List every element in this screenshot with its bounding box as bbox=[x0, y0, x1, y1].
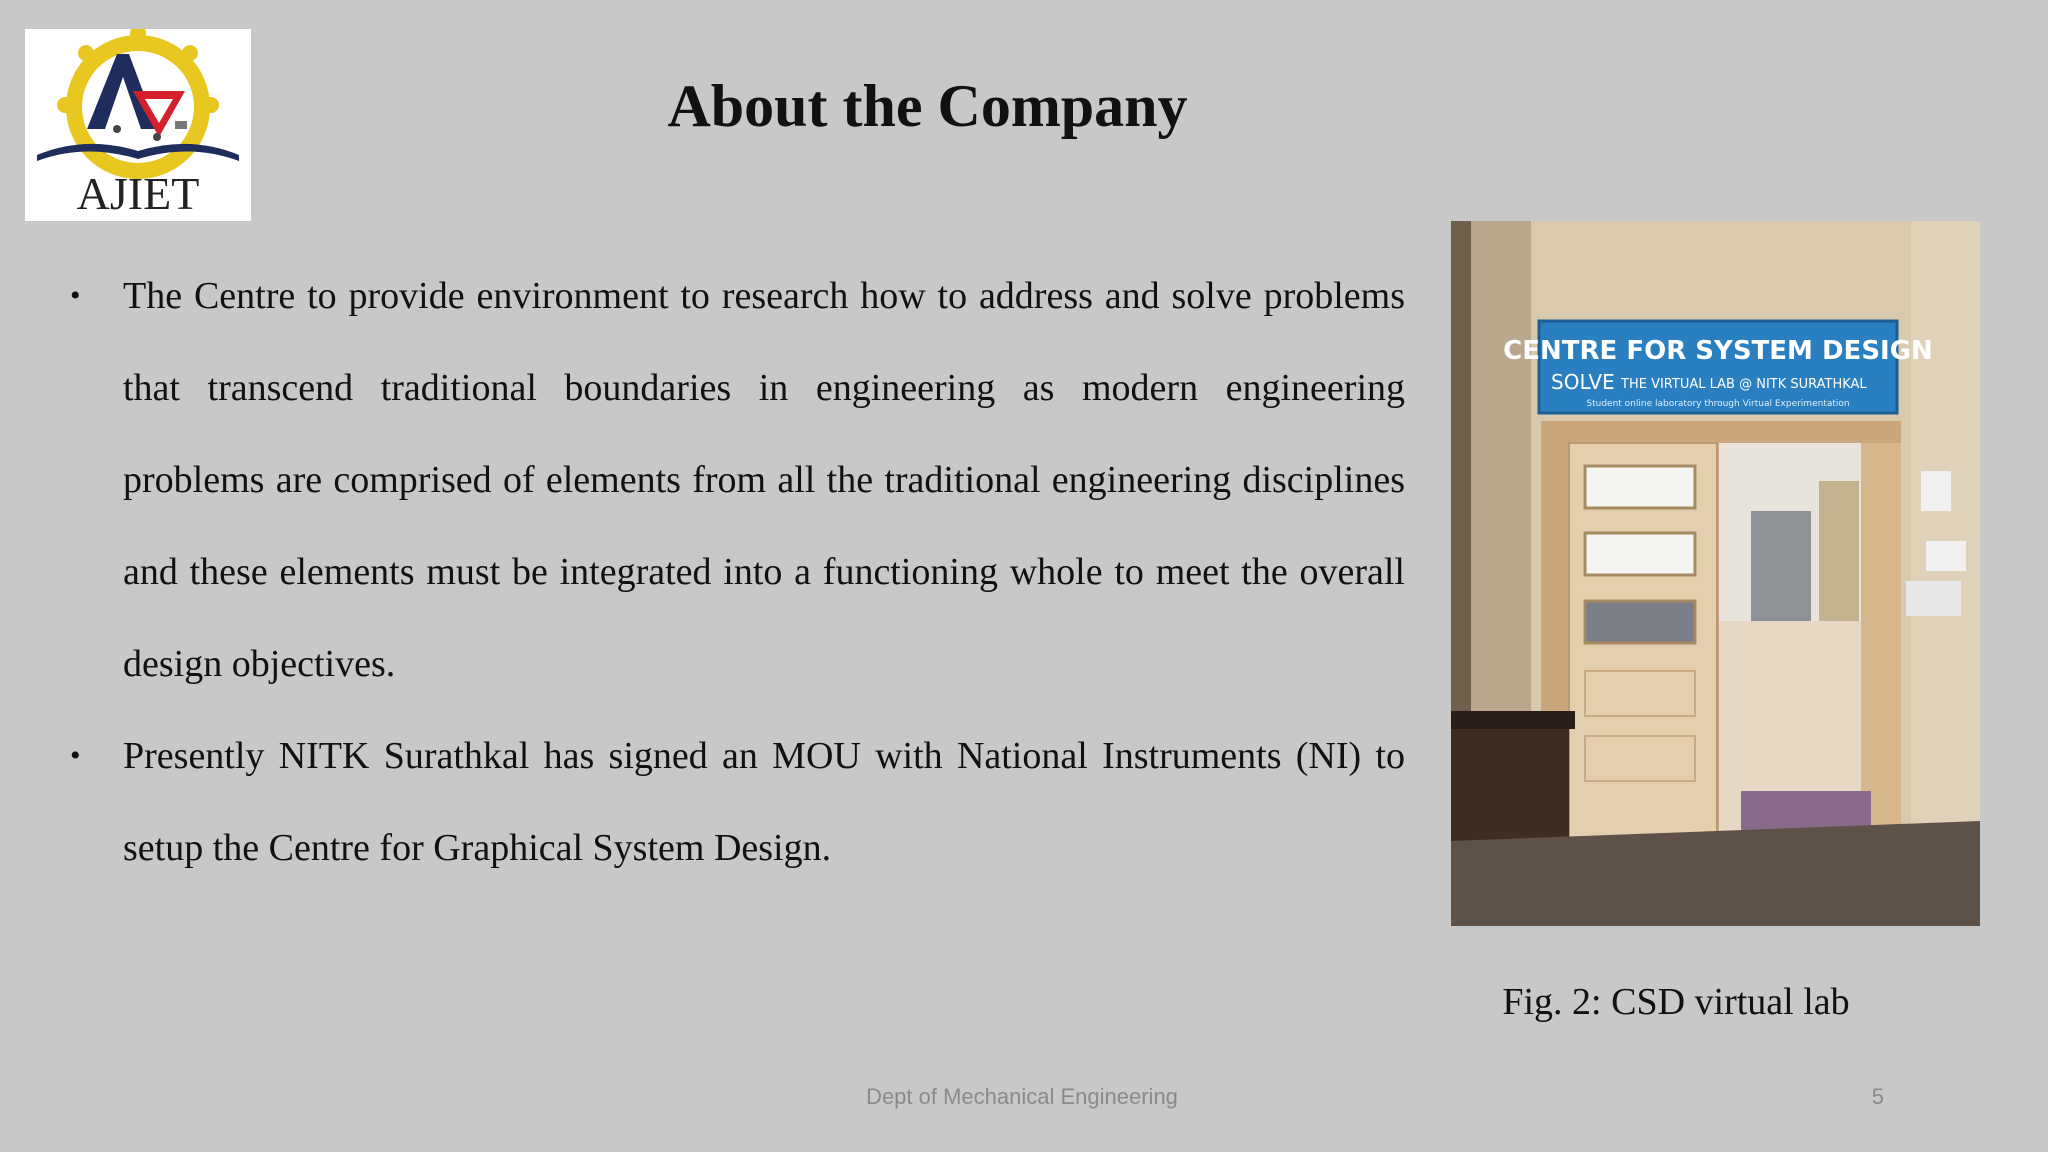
bullet-icon: • bbox=[70, 739, 81, 772]
bullet-text: The Centre to provide environment to research how to address and solve problems that transcend traditional boundaries in engineering as modern engineering problems are comprised of elements from all the traditional engineering disciplines and these elements must be integrated into a functioning whole to meet the overall design objectives. bbox=[123, 275, 1405, 685]
sign-tagline: Student online laboratory through Virtual Experimentation bbox=[1586, 399, 1850, 409]
sign-subtitle: THE VIRTUAL LAB @ NITK SURATHKAL bbox=[1621, 377, 1867, 392]
figure-caption: Fig. 2: CSD virtual lab bbox=[1502, 981, 1850, 1023]
logo-text: AJIET bbox=[76, 168, 200, 219]
list-item bbox=[70, 250, 1405, 710]
page-title: About the Company bbox=[667, 73, 1188, 139]
sign-title: CENTRE FOR SYSTEM DESIGN bbox=[1503, 336, 1933, 366]
page-number: 5 bbox=[1871, 1084, 1884, 1109]
sign-solve: SOLVE bbox=[1551, 370, 1615, 394]
footer-text: Dept of Mechanical Engineering bbox=[866, 1084, 1178, 1109]
bullet-text: Presently NITK Surathkal has signed an MOU with National Instruments (NI) to setup the Centre for Graphical System Design. bbox=[123, 735, 1405, 869]
list-item bbox=[70, 710, 1405, 894]
lab-photo bbox=[1451, 221, 1980, 926]
bullet-icon: • bbox=[70, 279, 81, 312]
bullet-list bbox=[70, 250, 1405, 894]
